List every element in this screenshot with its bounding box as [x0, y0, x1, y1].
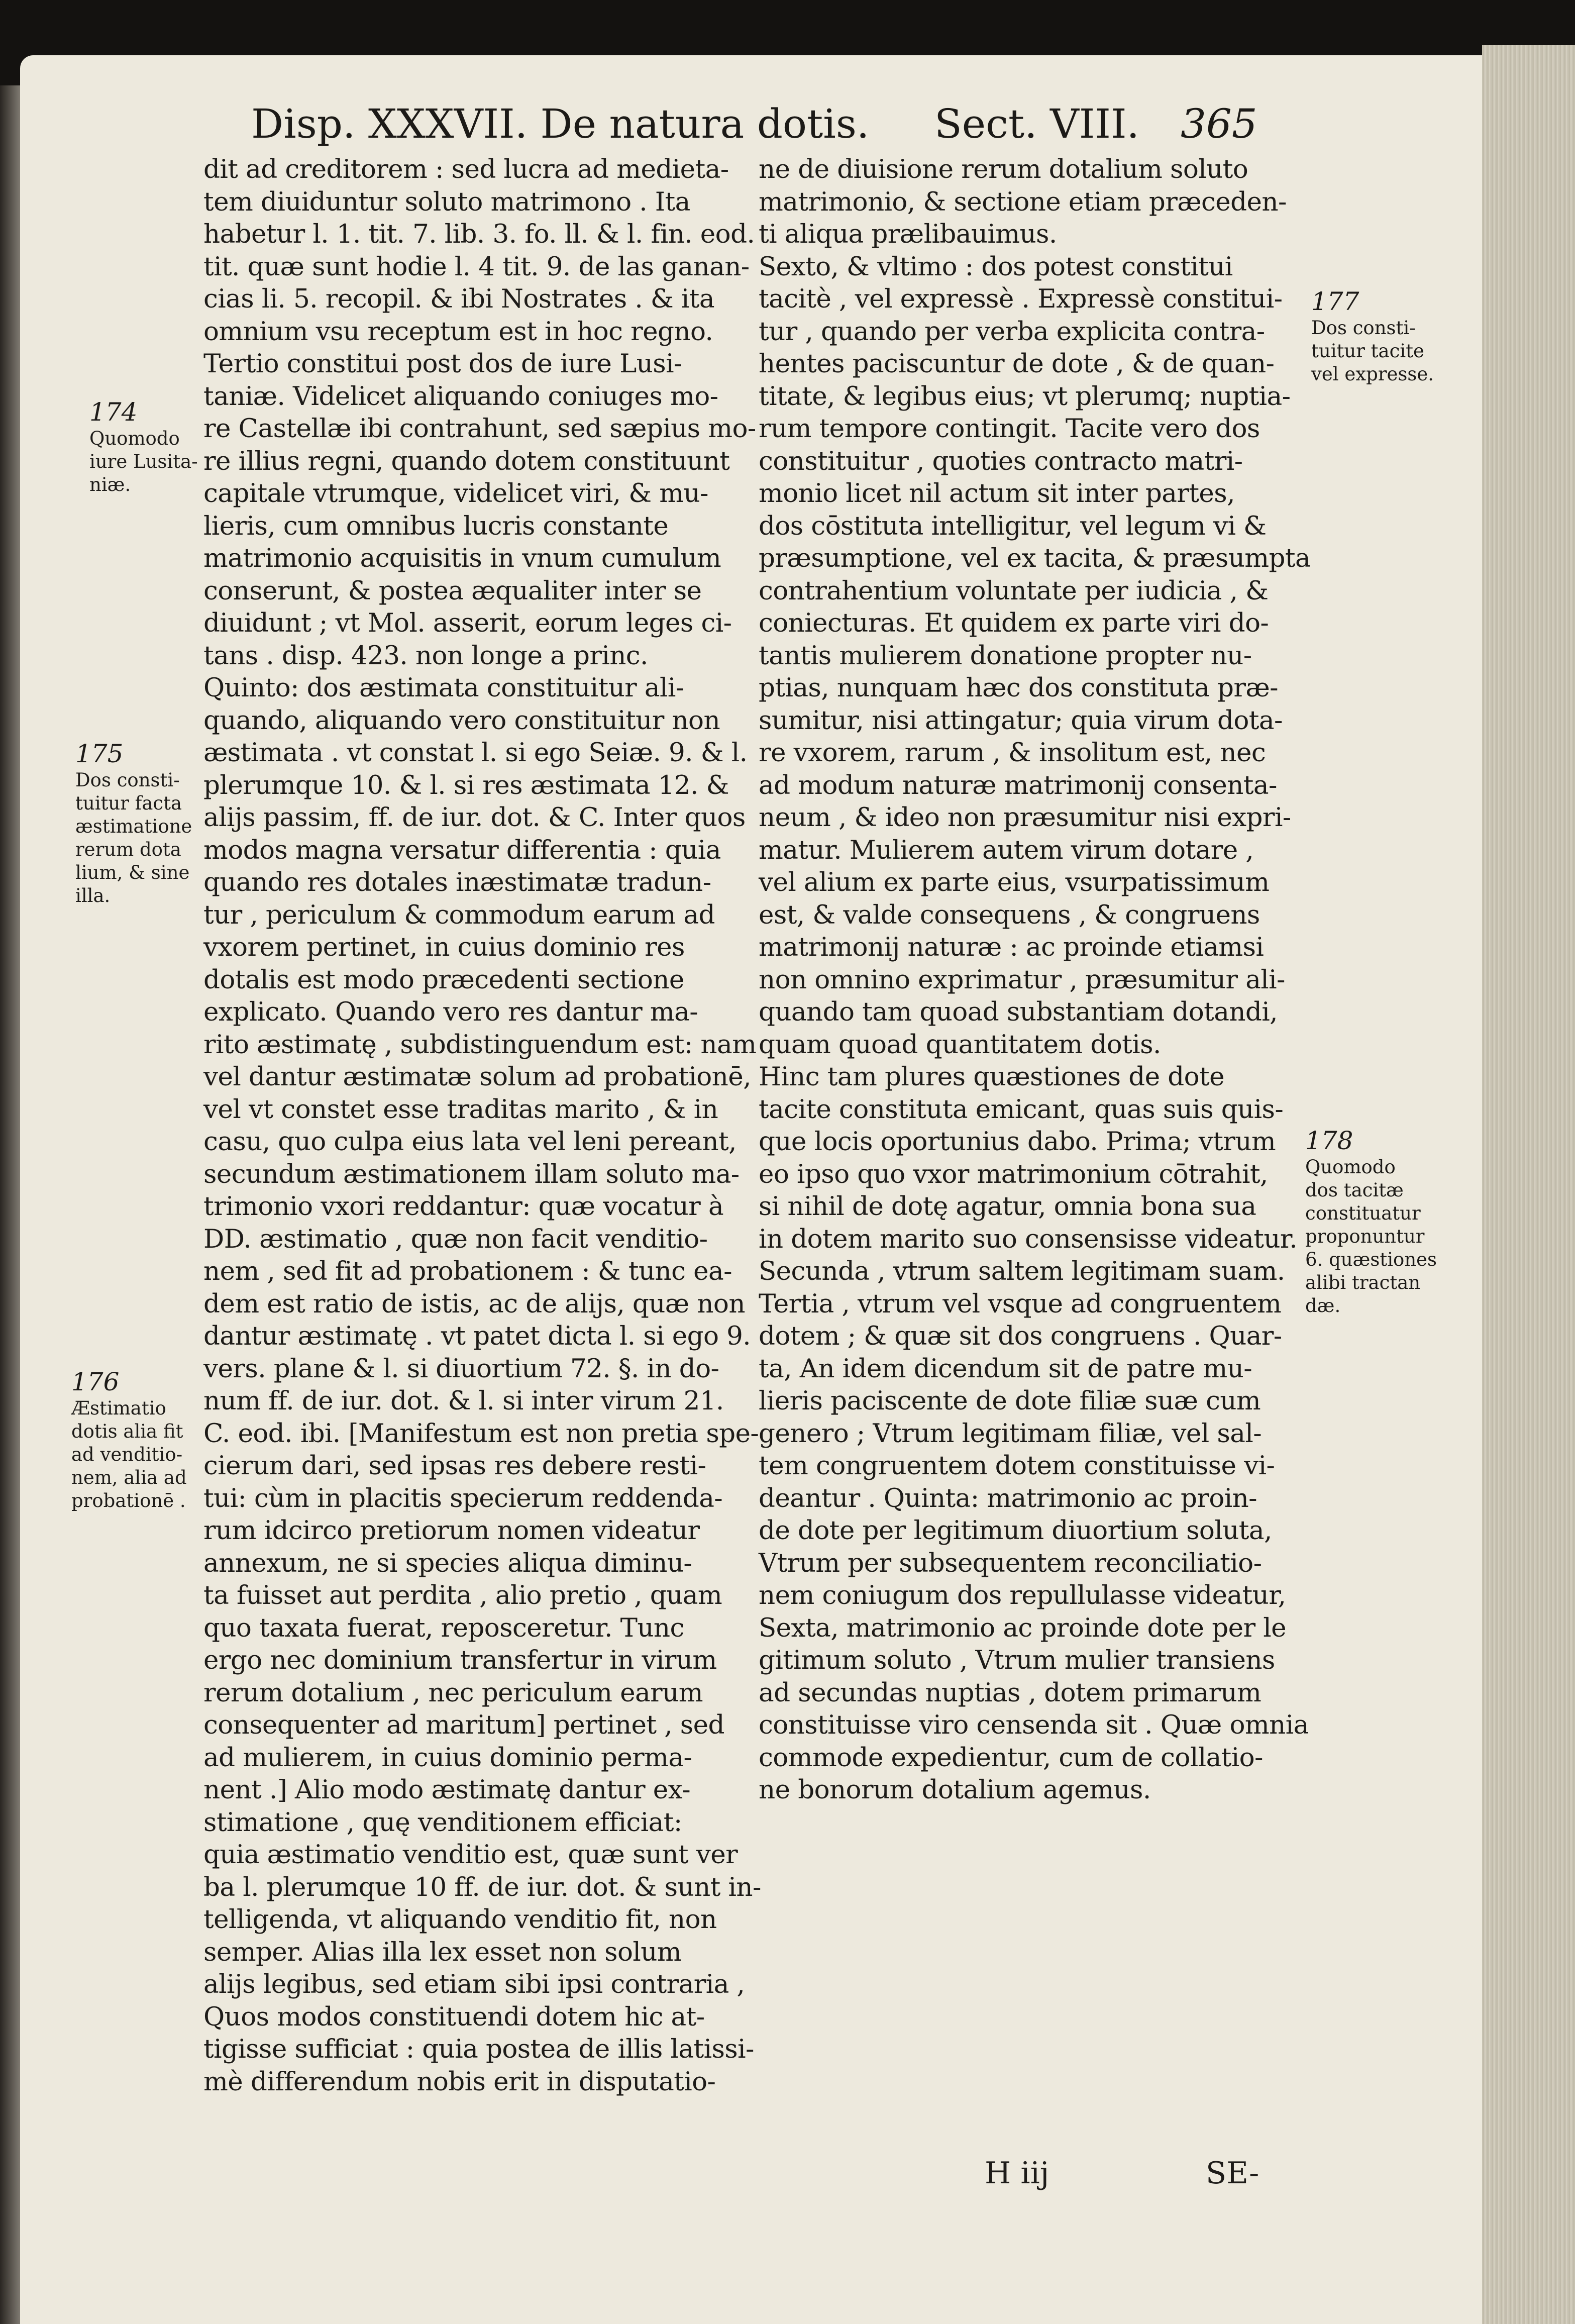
text-line: dantur æstimatę . vt patet dicta l. si ego 9.: [203, 1321, 751, 1351]
margin-note-174: [89, 397, 198, 496]
text-line: tans . disp. 423. non longe a princ.: [203, 640, 648, 671]
text-line: contrahentium voluntate per iudicia , &: [759, 575, 1269, 606]
text-line: stimatione , quę venditionem efficiat:: [203, 1807, 682, 1838]
text-line: trimonio vxori reddantur: quæ vocatur à: [203, 1191, 724, 1222]
margin-note-178: [1305, 1126, 1437, 1318]
text-line: constituitur , quoties contracto matri-: [759, 446, 1243, 476]
text-line: cias li. 5. recopil. & ibi Nostrates . & ita: [203, 284, 715, 314]
right-text-column: [759, 153, 1311, 1806]
text-line: mè differendum nobis erit in disputatio-: [203, 2066, 716, 2097]
margin-note-line: alibi tractan: [1305, 1272, 1421, 1293]
text-line: alijs passim, ff. de iur. dot. & C. Inter quos: [203, 802, 746, 833]
header-title: Disp. XXXVII. De natura dotis.: [251, 100, 870, 147]
margin-note-line: lium, & sine: [75, 862, 190, 883]
running-header: [0, 100, 1575, 156]
text-line: modos magna versatur differentia : quia: [203, 835, 721, 865]
text-line: casu, quo culpa eius lata vel leni pereant,: [203, 1127, 737, 1157]
text-line: de dote per legitimum diuortium soluta,: [759, 1515, 1272, 1546]
margin-note-line: dotis alia fit: [71, 1421, 183, 1442]
text-line: capitale vtrumque, videlicet viri, & mu-: [203, 478, 708, 509]
text-line: lieris, cum omnibus lucris constante: [203, 511, 669, 541]
text-line: vxorem pertinet, in cuius dominio res: [203, 932, 685, 962]
text-line: Vtrum per subsequentem reconciliatio-: [759, 1548, 1262, 1578]
text-line: quia æstimatio venditio est, quæ sunt ver: [203, 1840, 738, 1870]
margin-note-line: constituatur: [1305, 1202, 1421, 1224]
catchword: SE-: [1206, 2156, 1259, 2191]
text-line: ta fuisset aut perdita , alio pretio , quam: [203, 1580, 722, 1610]
text-line: tit. quæ sunt hodie l. 4 tit. 9. de las ganan-: [203, 251, 750, 282]
text-line: alijs legibus, sed etiam sibi ipsi contraria ,: [203, 1969, 745, 1999]
text-line: Sexto, & vltimo : dos potest constitui: [759, 251, 1233, 282]
text-line: tur , periculum & commodum earum ad: [203, 899, 715, 930]
margin-note-line: Quomodo: [1305, 1156, 1396, 1178]
text-line: nem , sed fit ad probationem : & tunc ea-: [203, 1256, 732, 1286]
text-line: non omnino exprimatur , præsumitur ali-: [759, 964, 1285, 995]
margin-note-line: ad venditio-: [71, 1444, 183, 1465]
signature-mark: H iij: [985, 2156, 1049, 2191]
text-line: æstimata . vt constat l. si ego Seiæ. 9. & l.: [203, 738, 748, 768]
text-line: plerumque 10. & l. si res æstimata 12. &: [203, 770, 729, 800]
text-line: gitimum soluto , Vtrum mulier transiens: [759, 1645, 1275, 1675]
text-line: ne de diuisione rerum dotalium soluto: [759, 154, 1248, 184]
margin-note-number: 177: [1311, 287, 1359, 316]
text-line: ti aliqua prælibauimus.: [759, 219, 1057, 249]
text-line: re vxorem, rarum , & insolitum est, nec: [759, 738, 1266, 768]
text-line: vers. plane & l. si diuortium 72. §. in do-: [203, 1353, 719, 1384]
text-line: rerum dotalium , nec periculum earum: [203, 1677, 703, 1708]
text-line: Hinc tam plures quæstiones de dote: [759, 1062, 1225, 1092]
text-line: dotalis est modo præcedenti sectione: [203, 964, 684, 995]
text-line: rum tempore contingit. Tacite vero dos: [759, 414, 1260, 444]
text-line: monio licet nil actum sit inter partes,: [759, 478, 1235, 509]
text-line: taniæ. Videlicet aliquando coniuges mo-: [203, 381, 718, 412]
text-line: Sexta, matrimonio ac proinde dote per le: [759, 1612, 1286, 1643]
text-line: tem diuiduntur soluto matrimono . Ita: [203, 186, 690, 217]
margin-note-line: Æstimatio: [71, 1397, 166, 1419]
text-line: habetur l. 1. tit. 7. lib. 3. fo. ll. & l. fin. eod.: [203, 219, 755, 249]
text-line: est, & valde consequens , & congruens: [759, 899, 1260, 930]
text-line: semper. Alias illa lex esset non solum: [203, 1937, 682, 1967]
text-line: matur. Mulierem autem virum dotare ,: [759, 835, 1254, 865]
text-line: telligenda, vt aliquando venditio fit, non: [203, 1904, 717, 1935]
text-line: neum , & ideo non præsumitur nisi expri-: [759, 802, 1291, 833]
margin-note-line: Dos consti-: [75, 769, 180, 791]
margin-note-175: [75, 739, 192, 907]
text-line: ergo nec dominium transfertur in virum: [203, 1645, 717, 1675]
text-line: tem congruentem dotem constituisse vi-: [759, 1451, 1275, 1481]
text-line: ad modum naturæ matrimonij consenta-: [759, 770, 1277, 800]
margin-note-number: 178: [1305, 1126, 1353, 1155]
text-line: lieris paciscente de dote filiæ suæ cum: [759, 1386, 1261, 1416]
text-line: que locis oportunius dabo. Prima; vtrum: [759, 1127, 1276, 1157]
text-line: quam quoad quantitatem dotis.: [759, 1029, 1161, 1060]
text-line: omnium vsu receptum est in hoc regno.: [203, 316, 713, 347]
text-line: ne bonorum dotalium agemus.: [759, 1775, 1151, 1805]
text-line: ad secundas nuptias , dotem primarum: [759, 1677, 1262, 1708]
text-line: annexum, ne si species aliqua diminu-: [203, 1548, 692, 1578]
text-line: ptias, nunquam hæc dos constituta præ-: [759, 673, 1278, 703]
margin-note-line: iure Lusita-: [89, 451, 198, 472]
text-line: rum idcirco pretiorum nomen videatur: [203, 1515, 700, 1546]
margin-note-line: dos tacitæ: [1305, 1179, 1404, 1201]
text-line: tacitè , vel expressè . Expressè constitui-: [759, 284, 1283, 314]
text-line: tur , quando per verba explicita contra-: [759, 316, 1265, 347]
header-section: Sect. VIII.: [934, 100, 1139, 147]
text-line: in dotem marito suo consensisse videatur.: [759, 1224, 1298, 1254]
text-line: dos cōstituta intelligitur, vel legum vi &: [759, 511, 1267, 541]
text-line: coniecturas. Et quidem ex parte viri do-: [759, 608, 1269, 638]
margin-note-line: tuitur facta: [75, 792, 182, 814]
margin-note-line: niæ.: [89, 474, 131, 495]
margin-note-line: probationē .: [71, 1490, 186, 1511]
margin-note-line: vel expresse.: [1311, 363, 1434, 385]
margin-note-number: 176: [71, 1367, 120, 1396]
text-line: nem coniugum dos repullulasse videatur,: [759, 1580, 1286, 1610]
text-line: tantis mulierem donatione propter nu-: [759, 640, 1252, 671]
text-line: tacite constituta emicant, quas suis quis-: [759, 1094, 1284, 1125]
text-line: si nihil de dotę agatur, omnia bona sua: [759, 1191, 1256, 1222]
text-line: dit ad creditorem : sed lucra ad medieta-: [203, 154, 729, 184]
text-line: Quinto: dos æstimata constituitur ali-: [203, 673, 684, 703]
margin-note-line: 6. quæstiones: [1305, 1249, 1437, 1270]
margin-note-line: proponuntur: [1305, 1226, 1425, 1247]
text-line: vel dantur æstimatæ solum ad probationē,: [203, 1062, 751, 1092]
text-line: commode expedientur, cum de collatio-: [759, 1742, 1263, 1773]
text-line: Quos modos constituendi dotem hic at-: [203, 2001, 705, 2032]
margin-note-line: illa.: [75, 885, 111, 906]
text-line: re illius regni, quando dotem constituunt: [203, 446, 730, 476]
margin-note-line: rerum dota: [75, 839, 181, 860]
left-text-column: [203, 153, 761, 2098]
text-line: quando res dotales inæstimatæ tradun-: [203, 867, 711, 897]
text-line: sumitur, nisi attingatur; quia virum dota-: [759, 705, 1283, 736]
text-line: ad mulierem, in cuius dominio perma-: [203, 1742, 692, 1773]
text-line: quando tam quoad substantiam dotandi,: [759, 997, 1278, 1027]
margin-note-line: Quomodo: [89, 428, 180, 449]
text-line: consequenter ad maritum] pertinet , sed: [203, 1710, 724, 1740]
text-line: tui: cùm in placitis specierum reddenda-: [203, 1483, 723, 1513]
text-line: Secunda , vtrum saltem legitimam suam.: [759, 1256, 1285, 1286]
text-line: cierum dari, sed ipsas res debere resti-: [203, 1451, 706, 1481]
text-line: secundum æstimationem illam soluto ma-: [203, 1159, 740, 1189]
text-line: titate, & legibus eius; vt plerumq; nuptia-: [759, 381, 1291, 412]
text-line: DD. æstimatio , quæ non facit venditio-: [203, 1224, 708, 1254]
margin-note-number: 175: [75, 739, 124, 768]
margin-note-line: dæ.: [1305, 1295, 1341, 1317]
text-line: Tertia , vtrum vel vsque ad congruentem: [759, 1288, 1282, 1319]
text-line: explicato. Quando vero res dantur ma-: [203, 997, 698, 1027]
text-line: rito æstimatę , subdistinguendum est: nam: [203, 1029, 757, 1060]
text-line: præsumptione, vel ex tacita, & præsumpta: [759, 543, 1311, 573]
text-line: quando, aliquando vero constituitur non: [203, 705, 720, 736]
text-line: deantur . Quinta: matrimonio ac proin-: [759, 1483, 1257, 1513]
text-line: num ff. de iur. dot. & l. si inter virum 21.: [203, 1386, 724, 1416]
margin-note-number: 174: [89, 397, 138, 427]
text-line: C. eod. ibi. [Manifestum est non pretia spe-: [203, 1418, 759, 1449]
text-line: Tertio constitui post dos de iure Lusi-: [203, 349, 682, 379]
text-line: conserunt, & postea æqualiter inter se: [203, 575, 702, 606]
page-number: 365: [1181, 100, 1257, 147]
margin-note-line: nem, alia ad: [71, 1467, 187, 1488]
text-line: vel vt constet esse traditas marito , & in: [203, 1094, 718, 1125]
text-line: dotem ; & quæ sit dos congruens . Quar-: [759, 1321, 1282, 1351]
text-line: re Castellæ ibi contrahunt, sed sæpius mo-: [203, 414, 756, 444]
margin-note-176: [71, 1367, 187, 1512]
text-line: matrimonio acquisitis in vnum cumulum: [203, 543, 721, 573]
text-line: diuidunt ; vt Mol. asserit, eorum leges ci-: [203, 608, 732, 638]
margin-note-line: Dos consti-: [1311, 317, 1416, 339]
text-line: matrimonio, & sectione etiam præceden-: [759, 186, 1287, 217]
text-line: ba l. plerumque 10 ff. de iur. dot. & sunt in-: [203, 1872, 761, 1902]
margin-note-177: [1311, 286, 1434, 386]
text-line: matrimonij naturæ : ac proinde etiamsi: [759, 932, 1264, 962]
text-line: quo taxata fuerat, reposceretur. Tunc: [203, 1612, 684, 1643]
text-line: vel alium ex parte eius, vsurpatissimum: [759, 867, 1270, 897]
margin-note-line: tuitur tacite: [1311, 340, 1424, 362]
text-line: nent .] Alio modo æstimatę dantur ex-: [203, 1775, 690, 1805]
text-line: constituisse viro censenda sit . Quæ omnia: [759, 1710, 1309, 1740]
text-line: genero ; Vtrum legitimam filiæ, vel sal-: [759, 1418, 1262, 1449]
text-line: ta, An idem dicendum sit de patre mu-: [759, 1353, 1252, 1384]
page-edges: [1482, 45, 1575, 2324]
text-line: dem est ratio de istis, ac de alijs, quæ non: [203, 1288, 745, 1319]
text-line: tigisse sufficiat : quia postea de illis latissi-: [203, 2034, 754, 2064]
text-line: hentes paciscuntur de dote , & de quan-: [759, 349, 1275, 379]
margin-note-line: æstimatione: [75, 816, 192, 837]
text-line: eo ipso quo vxor matrimonium cōtrahit,: [759, 1159, 1268, 1189]
